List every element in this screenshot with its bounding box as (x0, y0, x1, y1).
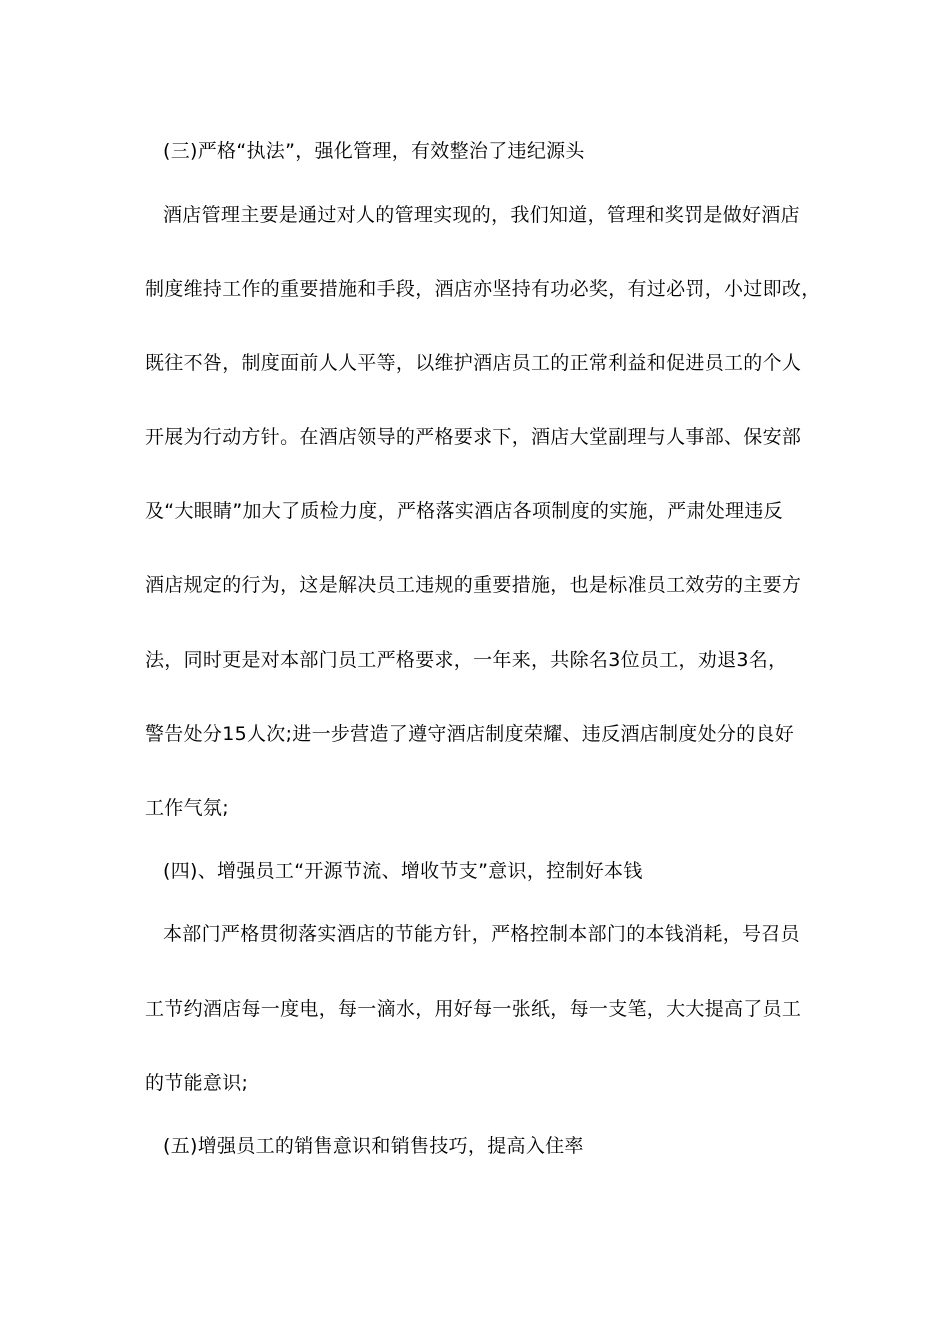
paragraph-line: 制度维持工作的重要措施和手段，酒店亦坚持有功必奖，有过必罚，小过即改， (145, 278, 821, 300)
paragraph-line: 本部门严格贯彻落实酒店的节能方针，严格控制本部门的本钱消耗，号召员 (163, 923, 800, 945)
heading-section-5: (五)增强员工的销售意识和销售技巧，提高入住率 (163, 1135, 584, 1157)
paragraph-line: 既往不咎，制度面前人人平等，以维护酒店员工的正常利益和促进员工的个人 (145, 352, 802, 374)
paragraph-line: 开展为行动方针。在酒店领导的严格要求下，酒店大堂副理与人事部、保安部 (145, 426, 802, 448)
paragraph-line: 及“大眼睛”加大了质检力度，严格落实酒店各项制度的实施，严肃处理违反 (145, 500, 783, 522)
heading-section-3: (三)严格“执法”，强化管理，有效整治了违纪源头 (163, 140, 585, 162)
paragraph-line: 法，同时更是对本部门员工严格要求，一年来，共除名3位员工，劝退3名， (145, 649, 788, 671)
heading-section-4: (四)、增强员工“开源节流、增收节支”意识，控制好本钱 (163, 860, 643, 882)
paragraph-line: 酒店管理主要是通过对人的管理实现的，我们知道，管理和奖罚是做好酒店 (163, 204, 800, 226)
paragraph-line: 工作气氛; (145, 797, 229, 819)
paragraph-line: 的节能意识; (145, 1072, 249, 1094)
paragraph-line: 酒店规定的行为，这是解决员工违规的重要措施，也是标准员工效劳的主要方 (145, 574, 802, 596)
paragraph-line: 工节约酒店每一度电，每一滴水，用好每一张纸，每一支笔，大大提高了员工 (145, 998, 802, 1020)
paragraph-line: 警告处分15人次;进一步营造了遵守酒店制度荣耀、违反酒店制度处分的良好 (145, 723, 795, 745)
